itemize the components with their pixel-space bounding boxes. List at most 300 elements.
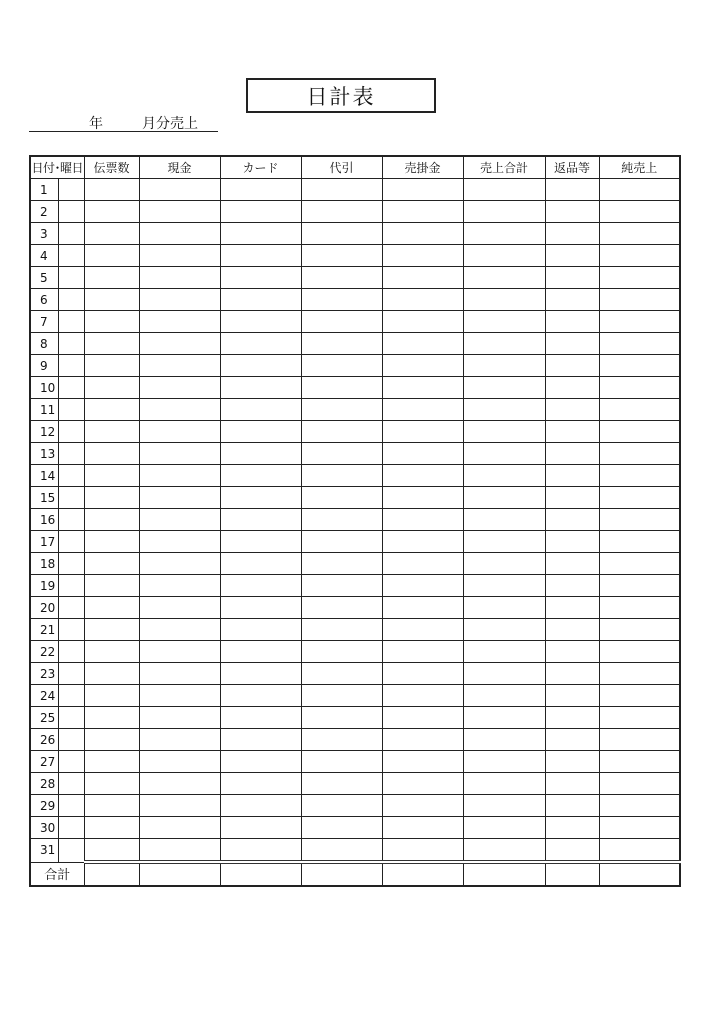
cash-cell[interactable] (139, 619, 220, 641)
card-cell[interactable] (220, 641, 301, 663)
net-sales-cell[interactable] (599, 575, 680, 597)
slips-cell[interactable] (84, 399, 139, 421)
net-sales-cell[interactable] (599, 795, 680, 817)
slips-cell[interactable] (84, 751, 139, 773)
cod-cell[interactable] (301, 751, 382, 773)
sales-total-cell[interactable] (463, 817, 545, 839)
card-cell[interactable] (220, 311, 301, 333)
sales-total-cell[interactable] (463, 729, 545, 751)
net-sales-cell[interactable] (599, 531, 680, 553)
sales-total-cell[interactable] (463, 267, 545, 289)
weekday-cell[interactable] (58, 421, 84, 443)
cash-cell[interactable] (139, 289, 220, 311)
cash-cell[interactable] (139, 773, 220, 795)
credit-cell[interactable] (382, 399, 463, 421)
total-cod-cell[interactable] (301, 862, 382, 886)
card-cell[interactable] (220, 839, 301, 863)
slips-cell[interactable] (84, 223, 139, 245)
net-sales-cell[interactable] (599, 597, 680, 619)
total-net-sales-cell[interactable] (599, 862, 680, 886)
sales-total-cell[interactable] (463, 839, 545, 863)
returns-cell[interactable] (545, 839, 599, 863)
card-cell[interactable] (220, 443, 301, 465)
cod-cell[interactable] (301, 729, 382, 751)
credit-cell[interactable] (382, 575, 463, 597)
cod-cell[interactable] (301, 839, 382, 863)
cod-cell[interactable] (301, 465, 382, 487)
slips-cell[interactable] (84, 839, 139, 863)
card-cell[interactable] (220, 245, 301, 267)
card-cell[interactable] (220, 795, 301, 817)
weekday-cell[interactable] (58, 201, 84, 223)
weekday-cell[interactable] (58, 289, 84, 311)
slips-cell[interactable] (84, 267, 139, 289)
sales-total-cell[interactable] (463, 773, 545, 795)
cod-cell[interactable] (301, 377, 382, 399)
weekday-cell[interactable] (58, 795, 84, 817)
cod-cell[interactable] (301, 487, 382, 509)
card-cell[interactable] (220, 179, 301, 201)
slips-cell[interactable] (84, 729, 139, 751)
weekday-cell[interactable] (58, 509, 84, 531)
slips-cell[interactable] (84, 663, 139, 685)
credit-cell[interactable] (382, 201, 463, 223)
net-sales-cell[interactable] (599, 201, 680, 223)
total-slips-cell[interactable] (84, 862, 139, 886)
returns-cell[interactable] (545, 179, 599, 201)
cash-cell[interactable] (139, 179, 220, 201)
weekday-cell[interactable] (58, 553, 84, 575)
returns-cell[interactable] (545, 663, 599, 685)
card-cell[interactable] (220, 531, 301, 553)
slips-cell[interactable] (84, 487, 139, 509)
weekday-cell[interactable] (58, 377, 84, 399)
returns-cell[interactable] (545, 487, 599, 509)
weekday-cell[interactable] (58, 531, 84, 553)
credit-cell[interactable] (382, 421, 463, 443)
day-number: 13 (30, 443, 58, 465)
total-sales-total-cell[interactable] (463, 862, 545, 886)
sales-total-cell[interactable] (463, 179, 545, 201)
cod-cell[interactable] (301, 267, 382, 289)
slips-cell[interactable] (84, 685, 139, 707)
total-row (30, 862, 680, 886)
sales-total-cell[interactable] (463, 619, 545, 641)
slips-cell[interactable] (84, 443, 139, 465)
credit-cell[interactable] (382, 377, 463, 399)
cod-cell[interactable] (301, 333, 382, 355)
cash-cell[interactable] (139, 553, 220, 575)
card-cell[interactable] (220, 619, 301, 641)
cod-cell[interactable] (301, 201, 382, 223)
sales-total-cell[interactable] (463, 509, 545, 531)
net-sales-cell[interactable] (599, 267, 680, 289)
returns-cell[interactable] (545, 685, 599, 707)
cash-cell[interactable] (139, 575, 220, 597)
credit-cell[interactable] (382, 817, 463, 839)
credit-cell[interactable] (382, 509, 463, 531)
returns-cell[interactable] (545, 817, 599, 839)
cod-cell[interactable] (301, 355, 382, 377)
returns-cell[interactable] (545, 245, 599, 267)
total-cash-cell[interactable] (139, 862, 220, 886)
cash-cell[interactable] (139, 597, 220, 619)
cash-cell[interactable] (139, 707, 220, 729)
weekday-cell[interactable] (58, 399, 84, 421)
cash-cell[interactable] (139, 377, 220, 399)
sales-total-cell[interactable] (463, 795, 545, 817)
credit-cell[interactable] (382, 355, 463, 377)
weekday-cell[interactable] (58, 223, 84, 245)
cash-cell[interactable] (139, 839, 220, 863)
slips-cell[interactable] (84, 773, 139, 795)
weekday-cell[interactable] (58, 311, 84, 333)
net-sales-cell[interactable] (599, 487, 680, 509)
net-sales-cell[interactable] (599, 685, 680, 707)
cod-cell[interactable] (301, 509, 382, 531)
sales-total-cell[interactable] (463, 245, 545, 267)
net-sales-cell[interactable] (599, 553, 680, 575)
card-cell[interactable] (220, 685, 301, 707)
cash-cell[interactable] (139, 817, 220, 839)
returns-cell[interactable] (545, 597, 599, 619)
credit-cell[interactable] (382, 289, 463, 311)
card-cell[interactable] (220, 399, 301, 421)
returns-cell[interactable] (545, 619, 599, 641)
table-row (30, 355, 680, 377)
weekday-cell[interactable] (58, 575, 84, 597)
cod-cell[interactable] (301, 641, 382, 663)
cod-cell[interactable] (301, 289, 382, 311)
returns-cell[interactable] (545, 443, 599, 465)
weekday-cell[interactable] (58, 355, 84, 377)
card-cell[interactable] (220, 487, 301, 509)
card-cell[interactable] (220, 663, 301, 685)
card-cell[interactable] (220, 707, 301, 729)
sales-total-cell[interactable] (463, 333, 545, 355)
cash-cell[interactable] (139, 795, 220, 817)
cod-cell[interactable] (301, 619, 382, 641)
card-cell[interactable] (220, 333, 301, 355)
net-sales-cell[interactable] (599, 707, 680, 729)
cod-cell[interactable] (301, 443, 382, 465)
slips-cell[interactable] (84, 707, 139, 729)
cod-cell[interactable] (301, 597, 382, 619)
card-cell[interactable] (220, 223, 301, 245)
weekday-cell[interactable] (58, 839, 84, 863)
credit-cell[interactable] (382, 465, 463, 487)
sales-total-cell[interactable] (463, 355, 545, 377)
sales-total-cell[interactable] (463, 289, 545, 311)
cod-cell[interactable] (301, 245, 382, 267)
cod-cell[interactable] (301, 421, 382, 443)
sales-total-cell[interactable] (463, 443, 545, 465)
weekday-cell[interactable] (58, 751, 84, 773)
cash-cell[interactable] (139, 443, 220, 465)
sales-total-cell[interactable] (463, 663, 545, 685)
total-returns-cell[interactable] (545, 862, 599, 886)
sales-total-cell[interactable] (463, 597, 545, 619)
sales-total-cell[interactable] (463, 641, 545, 663)
credit-cell[interactable] (382, 685, 463, 707)
returns-cell[interactable] (545, 729, 599, 751)
returns-cell[interactable] (545, 795, 599, 817)
net-sales-cell[interactable] (599, 377, 680, 399)
sales-total-cell[interactable] (463, 707, 545, 729)
slips-cell[interactable] (84, 597, 139, 619)
weekday-cell[interactable] (58, 773, 84, 795)
weekday-cell[interactable] (58, 443, 84, 465)
weekday-cell[interactable] (58, 685, 84, 707)
card-cell[interactable] (220, 729, 301, 751)
net-sales-cell[interactable] (599, 641, 680, 663)
card-cell[interactable] (220, 553, 301, 575)
returns-cell[interactable] (545, 421, 599, 443)
returns-cell[interactable] (545, 399, 599, 421)
table-row (30, 333, 680, 355)
credit-cell[interactable] (382, 333, 463, 355)
slips-cell[interactable] (84, 311, 139, 333)
credit-cell[interactable] (382, 795, 463, 817)
cash-cell[interactable] (139, 201, 220, 223)
sales-total-cell[interactable] (463, 487, 545, 509)
cod-cell[interactable] (301, 399, 382, 421)
credit-cell[interactable] (382, 641, 463, 663)
weekday-cell[interactable] (58, 663, 84, 685)
cod-cell[interactable] (301, 575, 382, 597)
net-sales-cell[interactable] (599, 179, 680, 201)
sales-total-cell[interactable] (463, 421, 545, 443)
sales-total-cell[interactable] (463, 575, 545, 597)
slips-cell[interactable] (84, 795, 139, 817)
slips-cell[interactable] (84, 531, 139, 553)
returns-cell[interactable] (545, 707, 599, 729)
cash-cell[interactable] (139, 641, 220, 663)
card-cell[interactable] (220, 355, 301, 377)
returns-cell[interactable] (545, 311, 599, 333)
credit-cell[interactable] (382, 729, 463, 751)
net-sales-cell[interactable] (599, 333, 680, 355)
returns-cell[interactable] (545, 201, 599, 223)
slips-cell[interactable] (84, 641, 139, 663)
returns-cell[interactable] (545, 377, 599, 399)
weekday-cell[interactable] (58, 267, 84, 289)
cash-cell[interactable] (139, 245, 220, 267)
weekday-cell[interactable] (58, 597, 84, 619)
sales-total-cell[interactable] (463, 531, 545, 553)
slips-cell[interactable] (84, 355, 139, 377)
returns-cell[interactable] (545, 465, 599, 487)
cash-cell[interactable] (139, 531, 220, 553)
header-net-sales: 純売上 (599, 156, 680, 179)
credit-cell[interactable] (382, 223, 463, 245)
returns-cell[interactable] (545, 289, 599, 311)
net-sales-cell[interactable] (599, 399, 680, 421)
weekday-cell[interactable] (58, 179, 84, 201)
credit-cell[interactable] (382, 773, 463, 795)
card-cell[interactable] (220, 817, 301, 839)
slips-cell[interactable] (84, 377, 139, 399)
returns-cell[interactable] (545, 575, 599, 597)
credit-cell[interactable] (382, 663, 463, 685)
cash-cell[interactable] (139, 729, 220, 751)
returns-cell[interactable] (545, 509, 599, 531)
slips-cell[interactable] (84, 465, 139, 487)
card-cell[interactable] (220, 575, 301, 597)
slips-cell[interactable] (84, 553, 139, 575)
sales-total-cell[interactable] (463, 377, 545, 399)
slips-cell[interactable] (84, 289, 139, 311)
net-sales-cell[interactable] (599, 751, 680, 773)
returns-cell[interactable] (545, 641, 599, 663)
weekday-cell[interactable] (58, 641, 84, 663)
header-date-weekday: 日付･曜日 (30, 156, 84, 179)
sales-total-cell[interactable] (463, 223, 545, 245)
cash-cell[interactable] (139, 465, 220, 487)
cod-cell[interactable] (301, 223, 382, 245)
card-cell[interactable] (220, 465, 301, 487)
weekday-cell[interactable] (58, 487, 84, 509)
credit-cell[interactable] (382, 707, 463, 729)
returns-cell[interactable] (545, 553, 599, 575)
cash-cell[interactable] (139, 685, 220, 707)
net-sales-cell[interactable] (599, 509, 680, 531)
net-sales-cell[interactable] (599, 663, 680, 685)
card-cell[interactable] (220, 509, 301, 531)
credit-cell[interactable] (382, 311, 463, 333)
table-row (30, 465, 680, 487)
cash-cell[interactable] (139, 663, 220, 685)
credit-cell[interactable] (382, 553, 463, 575)
cod-cell[interactable] (301, 817, 382, 839)
cash-cell[interactable] (139, 751, 220, 773)
table-row (30, 223, 680, 245)
net-sales-cell[interactable] (599, 289, 680, 311)
credit-cell[interactable] (382, 179, 463, 201)
credit-cell[interactable] (382, 531, 463, 553)
cash-cell[interactable] (139, 223, 220, 245)
total-credit-cell[interactable] (382, 862, 463, 886)
card-cell[interactable] (220, 421, 301, 443)
sales-total-cell[interactable] (463, 685, 545, 707)
credit-cell[interactable] (382, 597, 463, 619)
table-row (30, 597, 680, 619)
weekday-cell[interactable] (58, 245, 84, 267)
cod-cell[interactable] (301, 531, 382, 553)
day-number: 28 (30, 773, 58, 795)
cod-cell[interactable] (301, 553, 382, 575)
cash-cell[interactable] (139, 487, 220, 509)
card-cell[interactable] (220, 597, 301, 619)
card-cell[interactable] (220, 751, 301, 773)
net-sales-cell[interactable] (599, 421, 680, 443)
slips-cell[interactable] (84, 245, 139, 267)
cash-cell[interactable] (139, 333, 220, 355)
credit-cell[interactable] (382, 245, 463, 267)
weekday-cell[interactable] (58, 817, 84, 839)
cash-cell[interactable] (139, 421, 220, 443)
credit-cell[interactable] (382, 839, 463, 863)
returns-cell[interactable] (545, 355, 599, 377)
returns-cell[interactable] (545, 751, 599, 773)
sales-total-cell[interactable] (463, 201, 545, 223)
cash-cell[interactable] (139, 311, 220, 333)
cash-cell[interactable] (139, 509, 220, 531)
net-sales-cell[interactable] (599, 619, 680, 641)
returns-cell[interactable] (545, 773, 599, 795)
credit-cell[interactable] (382, 619, 463, 641)
cod-cell[interactable] (301, 707, 382, 729)
returns-cell[interactable] (545, 223, 599, 245)
credit-cell[interactable] (382, 443, 463, 465)
returns-cell[interactable] (545, 333, 599, 355)
cash-cell[interactable] (139, 355, 220, 377)
credit-cell[interactable] (382, 487, 463, 509)
sales-total-cell[interactable] (463, 465, 545, 487)
slips-cell[interactable] (84, 201, 139, 223)
cash-cell[interactable] (139, 267, 220, 289)
card-cell[interactable] (220, 201, 301, 223)
cod-cell[interactable] (301, 685, 382, 707)
weekday-cell[interactable] (58, 707, 84, 729)
net-sales-cell[interactable] (599, 817, 680, 839)
day-number: 23 (30, 663, 58, 685)
cod-cell[interactable] (301, 311, 382, 333)
net-sales-cell[interactable] (599, 245, 680, 267)
weekday-cell[interactable] (58, 729, 84, 751)
total-card-cell[interactable] (220, 862, 301, 886)
card-cell[interactable] (220, 773, 301, 795)
cod-cell[interactable] (301, 663, 382, 685)
net-sales-cell[interactable] (599, 443, 680, 465)
weekday-cell[interactable] (58, 333, 84, 355)
slips-cell[interactable] (84, 509, 139, 531)
weekday-cell[interactable] (58, 465, 84, 487)
sales-total-cell[interactable] (463, 399, 545, 421)
cod-cell[interactable] (301, 773, 382, 795)
returns-cell[interactable] (545, 267, 599, 289)
sales-total-cell[interactable] (463, 751, 545, 773)
slips-cell[interactable] (84, 619, 139, 641)
day-number: 3 (30, 223, 58, 245)
net-sales-cell[interactable] (599, 773, 680, 795)
sales-total-cell[interactable] (463, 311, 545, 333)
net-sales-cell[interactable] (599, 839, 680, 863)
cod-cell[interactable] (301, 179, 382, 201)
net-sales-cell[interactable] (599, 729, 680, 751)
weekday-cell[interactable] (58, 619, 84, 641)
card-cell[interactable] (220, 289, 301, 311)
card-cell[interactable] (220, 377, 301, 399)
net-sales-cell[interactable] (599, 311, 680, 333)
returns-cell[interactable] (545, 531, 599, 553)
credit-cell[interactable] (382, 751, 463, 773)
card-cell[interactable] (220, 267, 301, 289)
cod-cell[interactable] (301, 795, 382, 817)
net-sales-cell[interactable] (599, 223, 680, 245)
slips-cell[interactable] (84, 817, 139, 839)
cash-cell[interactable] (139, 399, 220, 421)
slips-cell[interactable] (84, 179, 139, 201)
slips-cell[interactable] (84, 575, 139, 597)
net-sales-cell[interactable] (599, 465, 680, 487)
header-cod: 代引 (301, 156, 382, 179)
credit-cell[interactable] (382, 267, 463, 289)
slips-cell[interactable] (84, 421, 139, 443)
sales-total-cell[interactable] (463, 553, 545, 575)
slips-cell[interactable] (84, 333, 139, 355)
net-sales-cell[interactable] (599, 355, 680, 377)
